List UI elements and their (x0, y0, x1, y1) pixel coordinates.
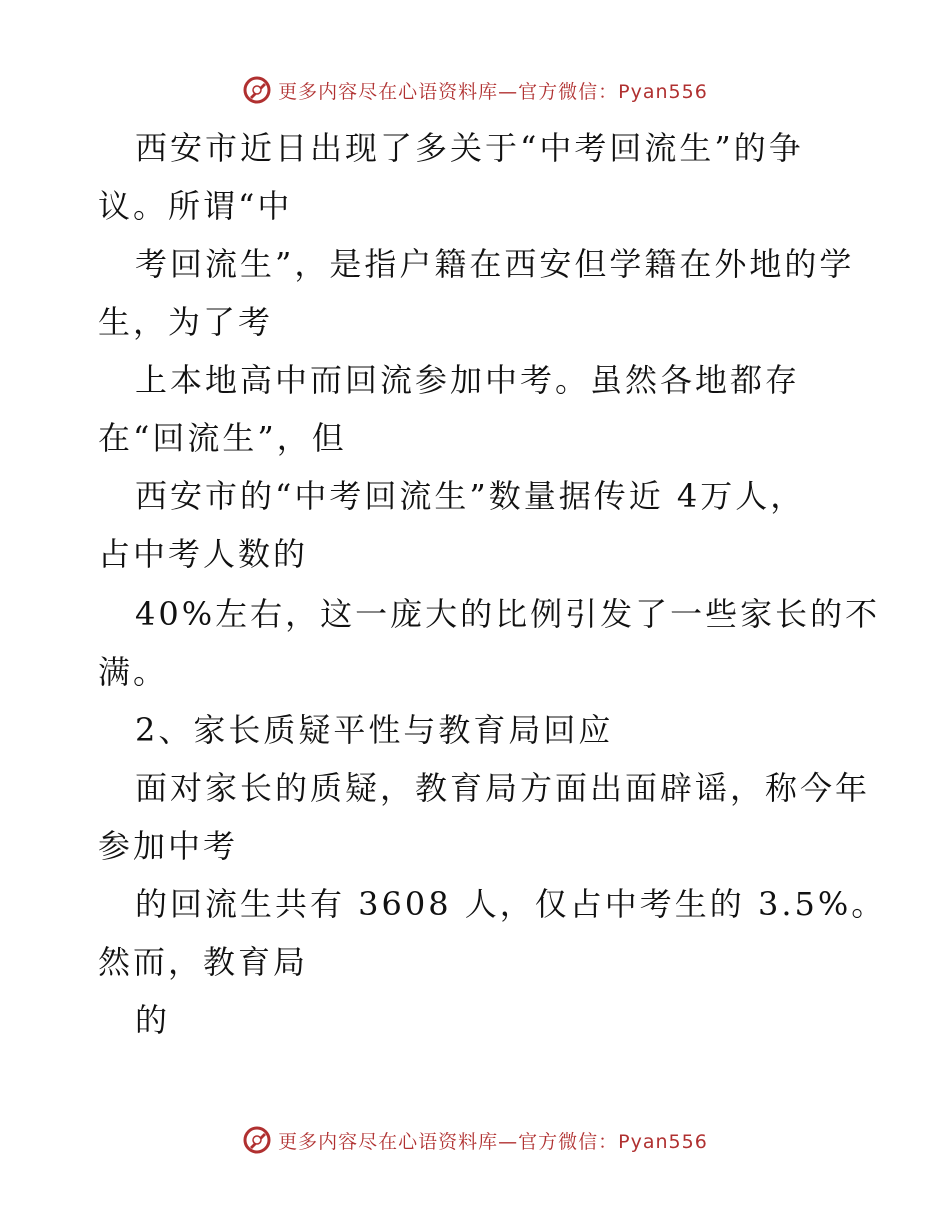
red-pen-seal-icon (242, 1125, 272, 1155)
paragraph-line: 满。 (98, 653, 169, 691)
paragraph-line: 的回流生共有 3608 人，仅占中考生的 3.5%。 (135, 885, 887, 923)
paragraph-line: 议。所谓“中 (98, 187, 293, 225)
paragraph-line: 面对家长的质疑，教育局方面出面辟谣，称今年 (135, 769, 871, 807)
paragraph-line: 考回流生”，是指户籍在西安但学籍在外地的学 (135, 245, 855, 283)
paragraph-line: 在“回流生”，但 (98, 419, 347, 457)
paragraph-line: 然而，教育局 (98, 943, 309, 981)
paragraph-line: 西安市近日出现了多关于“中考回流生”的争 (135, 129, 804, 167)
section-heading: 2、家长质疑平性与教育局回应 (135, 711, 614, 749)
footer-banner (0, 1120, 950, 1160)
footer-banner-text: 更多内容尽在心语资料库—官方微信：Pyan556 (278, 1130, 708, 1153)
paragraph-line: 参加中考 (98, 827, 239, 865)
red-pen-seal-icon (242, 75, 272, 105)
header-banner (0, 70, 950, 110)
paragraph-line: 上本地高中而回流参加中考。虽然各地都存 (135, 361, 801, 399)
paragraph-line: 西安市的“中考回流生”数量据传近 4万人， (135, 477, 806, 515)
paragraph-line: 40%左右，这一庞大的比例引发了一些家长的不 (135, 595, 881, 633)
paragraph-line: 的 (135, 1001, 171, 1039)
paragraph-line: 占中考人数的 (98, 535, 309, 573)
header-banner-text: 更多内容尽在心语资料库—官方微信：Pyan556 (278, 80, 708, 103)
paragraph-line: 生，为了考 (98, 303, 274, 341)
